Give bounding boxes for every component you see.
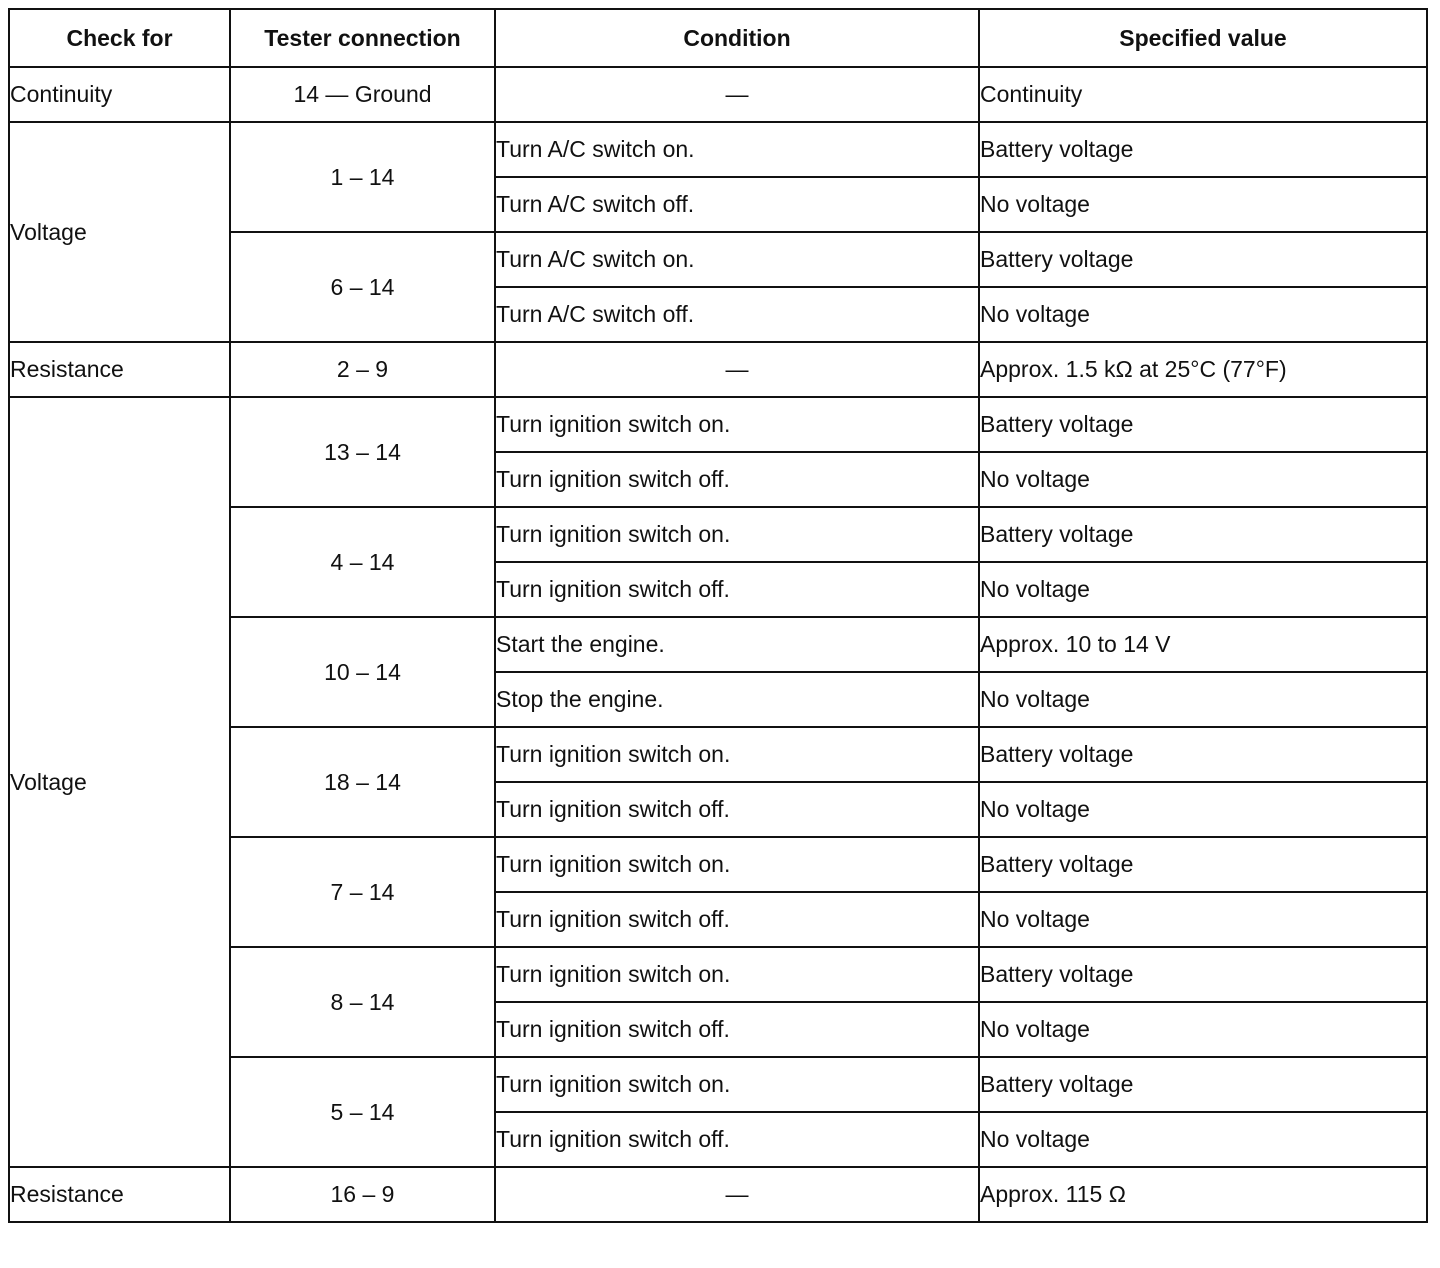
specified-value-cell: Battery voltage [979,837,1427,892]
specified-value-cell: No voltage [979,1002,1427,1057]
specified-value-cell: Battery voltage [979,232,1427,287]
specified-value-cell: Approx. 10 to 14 V [979,617,1427,672]
header-row [9,9,1427,67]
specified-value-cell: No voltage [979,672,1427,727]
condition-cell: Turn ignition switch off. [495,562,979,617]
specified-value-cell: No voltage [979,452,1427,507]
check-for-cell: Resistance [9,1167,230,1222]
header-condition: Condition [495,9,979,67]
specified-value-cell: No voltage [979,1112,1427,1167]
tester-connection-cell: 4 – 14 [230,507,495,617]
specified-value-cell: No voltage [979,287,1427,342]
check-for-cell: Voltage [9,122,230,342]
table-row [9,67,1427,122]
condition-cell: Turn A/C switch off. [495,287,979,342]
tester-connection-cell: 16 – 9 [230,1167,495,1222]
condition-cell: Turn ignition switch on. [495,507,979,562]
specified-value-cell: Battery voltage [979,122,1427,177]
condition-cell: Turn ignition switch on. [495,1057,979,1112]
table-row [9,397,1427,452]
condition-cell: Turn ignition switch off. [495,452,979,507]
condition-cell: Turn A/C switch on. [495,232,979,287]
specified-value-cell: Approx. 115 Ω [979,1167,1427,1222]
tester-connection-cell: 2 – 9 [230,342,495,397]
condition-cell: Turn ignition switch off. [495,892,979,947]
tester-connection-cell: 7 – 14 [230,837,495,947]
tester-connection-cell: 18 – 14 [230,727,495,837]
table-body [9,67,1427,1222]
header-specified-value: Specified value [979,9,1427,67]
table-row [9,342,1427,397]
condition-cell: Turn ignition switch on. [495,837,979,892]
specified-value-cell: No voltage [979,562,1427,617]
tester-connection-cell: 6 – 14 [230,232,495,342]
specified-value-cell: Approx. 1.5 kΩ at 25°C (77°F) [979,342,1427,397]
condition-cell: Turn ignition switch off. [495,1112,979,1167]
condition-cell: — [495,67,979,122]
tester-connection-cell: 13 – 14 [230,397,495,507]
tester-connection-cell: 8 – 14 [230,947,495,1057]
specified-value-cell: No voltage [979,782,1427,837]
condition-cell: — [495,1167,979,1222]
header-check-for: Check for [9,9,230,67]
check-for-cell: Continuity [9,67,230,122]
check-for-cell: Voltage [9,397,230,1167]
condition-cell: Start the engine. [495,617,979,672]
specified-value-cell: No voltage [979,892,1427,947]
tester-connection-cell: 5 – 14 [230,1057,495,1167]
condition-cell: Turn ignition switch off. [495,782,979,837]
inspection-table [8,8,1428,1223]
header-tester-connection: Tester connection [230,9,495,67]
condition-cell: Stop the engine. [495,672,979,727]
condition-cell: Turn ignition switch on. [495,397,979,452]
specified-value-cell: Battery voltage [979,1057,1427,1112]
condition-cell: Turn ignition switch on. [495,727,979,782]
specified-value-cell: No voltage [979,177,1427,232]
tester-connection-cell: 10 – 14 [230,617,495,727]
condition-cell: Turn ignition switch off. [495,1002,979,1057]
condition-cell: — [495,342,979,397]
condition-cell: Turn A/C switch on. [495,122,979,177]
tester-connection-cell: 14 — Ground [230,67,495,122]
table-row [9,122,1427,177]
specified-value-cell: Continuity [979,67,1427,122]
condition-cell: Turn A/C switch off. [495,177,979,232]
specified-value-cell: Battery voltage [979,947,1427,1002]
check-for-cell: Resistance [9,342,230,397]
specified-value-cell: Battery voltage [979,397,1427,452]
specified-value-cell: Battery voltage [979,507,1427,562]
table-row [9,1167,1427,1222]
specified-value-cell: Battery voltage [979,727,1427,782]
condition-cell: Turn ignition switch on. [495,947,979,1002]
tester-connection-cell: 1 – 14 [230,122,495,232]
